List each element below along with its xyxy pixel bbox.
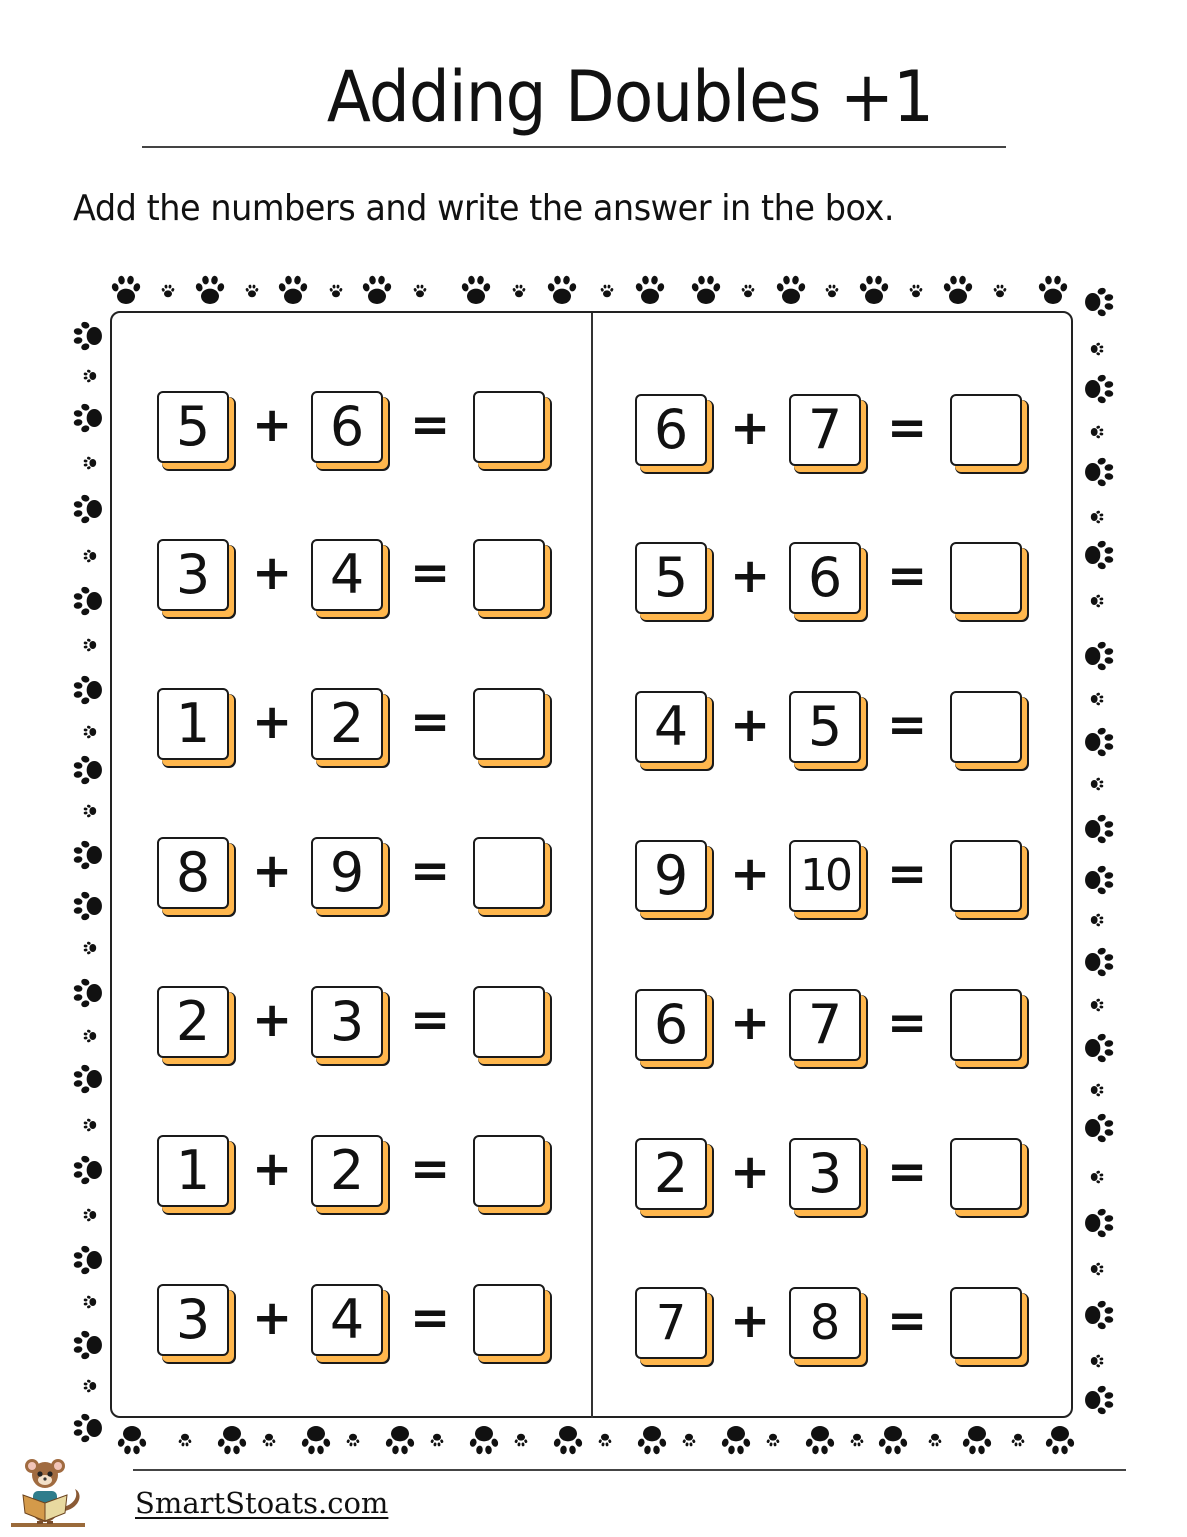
equals-sign: =: [410, 1141, 451, 1197]
plus-sign: +: [730, 846, 771, 902]
addend-box: 1: [157, 688, 229, 760]
paw-print-icon: [70, 1152, 106, 1188]
paw-print-icon: [275, 272, 311, 308]
paw-print-icon: [1081, 638, 1117, 674]
equals-sign: =: [887, 995, 928, 1051]
paw-print-icon: [940, 272, 976, 308]
addend-box: 2: [311, 1135, 383, 1207]
paw-print-icon: [1081, 1030, 1117, 1066]
paw-print-icon: [70, 672, 106, 708]
paw-print-icon: [856, 272, 892, 308]
paw-print-icon: [513, 1432, 529, 1448]
addend-box: 4: [311, 539, 383, 611]
column-divider: [591, 313, 593, 1418]
plus-sign: +: [730, 400, 771, 456]
paw-print-icon: [82, 940, 98, 956]
plus-sign: +: [730, 548, 771, 604]
addend-box: 4: [635, 691, 707, 763]
paw-print-icon: [544, 272, 580, 308]
paw-print-icon: [1081, 811, 1117, 847]
paw-print-icon: [1035, 272, 1071, 308]
answer-box[interactable]: [950, 1287, 1022, 1359]
addend-box: 6: [635, 394, 707, 466]
paw-print-icon: [773, 272, 809, 308]
plus-sign: +: [252, 992, 293, 1048]
paw-print-icon: [1081, 1297, 1117, 1333]
addend-box: 7: [789, 989, 861, 1061]
answer-box[interactable]: [473, 1135, 545, 1207]
paw-print-icon: [192, 272, 228, 308]
equals-sign: =: [887, 548, 928, 604]
answer-box[interactable]: [473, 688, 545, 760]
equals-sign: =: [887, 846, 928, 902]
paw-print-icon: [458, 272, 494, 308]
paw-print-icon: [550, 1422, 586, 1458]
equals-sign: =: [410, 397, 451, 453]
paw-print-icon: [177, 1432, 193, 1448]
paw-print-icon: [466, 1422, 502, 1458]
paw-print-icon: [70, 752, 106, 788]
paw-print-icon: [1081, 371, 1117, 407]
paw-print-icon: [908, 283, 924, 299]
addend-box: 2: [635, 1138, 707, 1210]
addend-box: 5: [157, 391, 229, 463]
paw-print-icon: [1089, 593, 1105, 609]
answer-box[interactable]: [473, 391, 545, 463]
paw-print-icon: [1081, 537, 1117, 573]
paw-print-icon: [634, 1422, 670, 1458]
paw-print-icon: [1089, 424, 1105, 440]
paw-print-icon: [765, 1432, 781, 1448]
stoat-mascot-icon: [5, 1445, 87, 1533]
addend-box: 3: [311, 986, 383, 1058]
paw-print-icon: [1089, 1082, 1105, 1098]
paw-print-icon: [82, 637, 98, 653]
equals-sign: =: [410, 843, 451, 899]
paw-print-icon: [82, 803, 98, 819]
paw-print-icon: [1089, 509, 1105, 525]
equals-sign: =: [887, 1293, 928, 1349]
paw-print-icon: [70, 400, 106, 436]
addend-box: 4: [311, 1284, 383, 1356]
plus-sign: +: [252, 694, 293, 750]
paw-print-icon: [875, 1422, 911, 1458]
answer-box[interactable]: [950, 989, 1022, 1061]
paw-print-icon: [70, 583, 106, 619]
equals-sign: =: [410, 1290, 451, 1346]
paw-print-icon: [214, 1422, 250, 1458]
paw-print-icon: [959, 1422, 995, 1458]
paw-print-icon: [1089, 912, 1105, 928]
paw-print-icon: [681, 1432, 697, 1448]
answer-box[interactable]: [473, 837, 545, 909]
paw-print-icon: [108, 272, 144, 308]
paw-print-icon: [70, 1242, 106, 1278]
paw-print-icon: [114, 1422, 150, 1458]
paw-print-icon: [632, 272, 668, 308]
paw-print-icon: [70, 318, 106, 354]
equals-sign: =: [887, 400, 928, 456]
paw-print-icon: [824, 283, 840, 299]
paw-print-icon: [1081, 454, 1117, 490]
addend-box: 6: [635, 989, 707, 1061]
addend-box: 3: [789, 1138, 861, 1210]
paw-print-icon: [70, 1410, 106, 1446]
answer-box[interactable]: [473, 539, 545, 611]
addend-box: 1: [157, 1135, 229, 1207]
paw-print-icon: [1089, 691, 1105, 707]
paw-print-icon: [82, 724, 98, 740]
addend-box: 2: [311, 688, 383, 760]
answer-box[interactable]: [950, 1138, 1022, 1210]
addend-box: 5: [635, 542, 707, 614]
plus-sign: +: [252, 397, 293, 453]
paw-print-icon: [345, 1432, 361, 1448]
paw-print-icon: [1089, 1353, 1105, 1369]
paw-print-icon: [429, 1432, 445, 1448]
paw-print-icon: [597, 1432, 613, 1448]
paw-print-icon: [511, 283, 527, 299]
plus-sign: +: [252, 1290, 293, 1346]
addend-box: 10: [789, 840, 861, 912]
paw-print-icon: [1081, 1205, 1117, 1241]
paw-print-icon: [382, 1422, 418, 1458]
paw-print-icon: [160, 283, 176, 299]
paw-print-icon: [82, 548, 98, 564]
paw-print-icon: [82, 1207, 98, 1223]
addend-box: 8: [157, 837, 229, 909]
paw-print-icon: [688, 272, 724, 308]
paw-print-icon: [1089, 776, 1105, 792]
paw-print-icon: [1089, 341, 1105, 357]
addend-box: 7: [635, 1287, 707, 1359]
paw-print-icon: [1042, 1422, 1078, 1458]
paw-print-icon: [992, 283, 1008, 299]
addend-box: 6: [789, 542, 861, 614]
footer-rule: [133, 1469, 1126, 1471]
addend-box: 3: [157, 539, 229, 611]
addend-box: 5: [789, 691, 861, 763]
paw-print-icon: [1081, 1110, 1117, 1146]
answer-box[interactable]: [950, 840, 1022, 912]
answer-box[interactable]: [950, 691, 1022, 763]
paw-print-icon: [70, 1327, 106, 1363]
paw-print-icon: [740, 283, 756, 299]
addend-box: 2: [157, 986, 229, 1058]
paw-print-icon: [70, 837, 106, 873]
worksheet-title: Adding Doubles +1: [326, 56, 934, 138]
paw-print-icon: [849, 1432, 865, 1448]
instruction-text: Add the numbers and write the answer in the box.: [73, 188, 895, 229]
paw-print-icon: [328, 283, 344, 299]
answer-box[interactable]: [950, 542, 1022, 614]
paw-print-icon: [82, 455, 98, 471]
paw-print-icon: [70, 888, 106, 924]
paw-print-icon: [70, 975, 106, 1011]
equals-sign: =: [410, 545, 451, 601]
title-underline: [142, 146, 1006, 148]
plus-sign: +: [252, 843, 293, 899]
addend-box: 9: [311, 837, 383, 909]
paw-print-icon: [1081, 1382, 1117, 1418]
equals-sign: =: [887, 697, 928, 753]
answer-box[interactable]: [473, 986, 545, 1058]
footer-site-link[interactable]: SmartStoats.com: [135, 1486, 389, 1520]
paw-print-icon: [82, 1028, 98, 1044]
paw-print-icon: [1010, 1432, 1026, 1448]
paw-print-icon: [244, 283, 260, 299]
answer-box[interactable]: [473, 1284, 545, 1356]
addend-box: 3: [157, 1284, 229, 1356]
paw-print-icon: [718, 1422, 754, 1458]
paw-print-icon: [82, 1294, 98, 1310]
paw-print-icon: [82, 1117, 98, 1133]
paw-print-icon: [412, 283, 428, 299]
addend-box: 7: [789, 394, 861, 466]
answer-box[interactable]: [950, 394, 1022, 466]
paw-print-icon: [1081, 862, 1117, 898]
paw-print-icon: [1089, 997, 1105, 1013]
paw-print-icon: [1089, 1169, 1105, 1185]
equals-sign: =: [410, 992, 451, 1048]
plus-sign: +: [730, 1293, 771, 1349]
paw-print-icon: [1081, 284, 1117, 320]
addend-box: 8: [789, 1287, 861, 1359]
paw-print-icon: [1081, 724, 1117, 760]
plus-sign: +: [730, 697, 771, 753]
paw-print-icon: [70, 491, 106, 527]
paw-print-icon: [298, 1422, 334, 1458]
plus-sign: +: [730, 1144, 771, 1200]
plus-sign: +: [730, 995, 771, 1051]
paw-print-icon: [82, 1378, 98, 1394]
paw-print-icon: [70, 1061, 106, 1097]
paw-print-icon: [1089, 1261, 1105, 1277]
paw-print-icon: [599, 283, 615, 299]
paw-print-icon: [927, 1432, 943, 1448]
addend-box: 9: [635, 840, 707, 912]
paw-print-icon: [261, 1432, 277, 1448]
equals-sign: =: [887, 1144, 928, 1200]
paw-print-icon: [82, 368, 98, 384]
plus-sign: +: [252, 545, 293, 601]
paw-print-icon: [359, 272, 395, 308]
paw-print-icon: [802, 1422, 838, 1458]
plus-sign: +: [252, 1141, 293, 1197]
addend-box: 6: [311, 391, 383, 463]
equals-sign: =: [410, 694, 451, 750]
paw-print-icon: [1081, 944, 1117, 980]
